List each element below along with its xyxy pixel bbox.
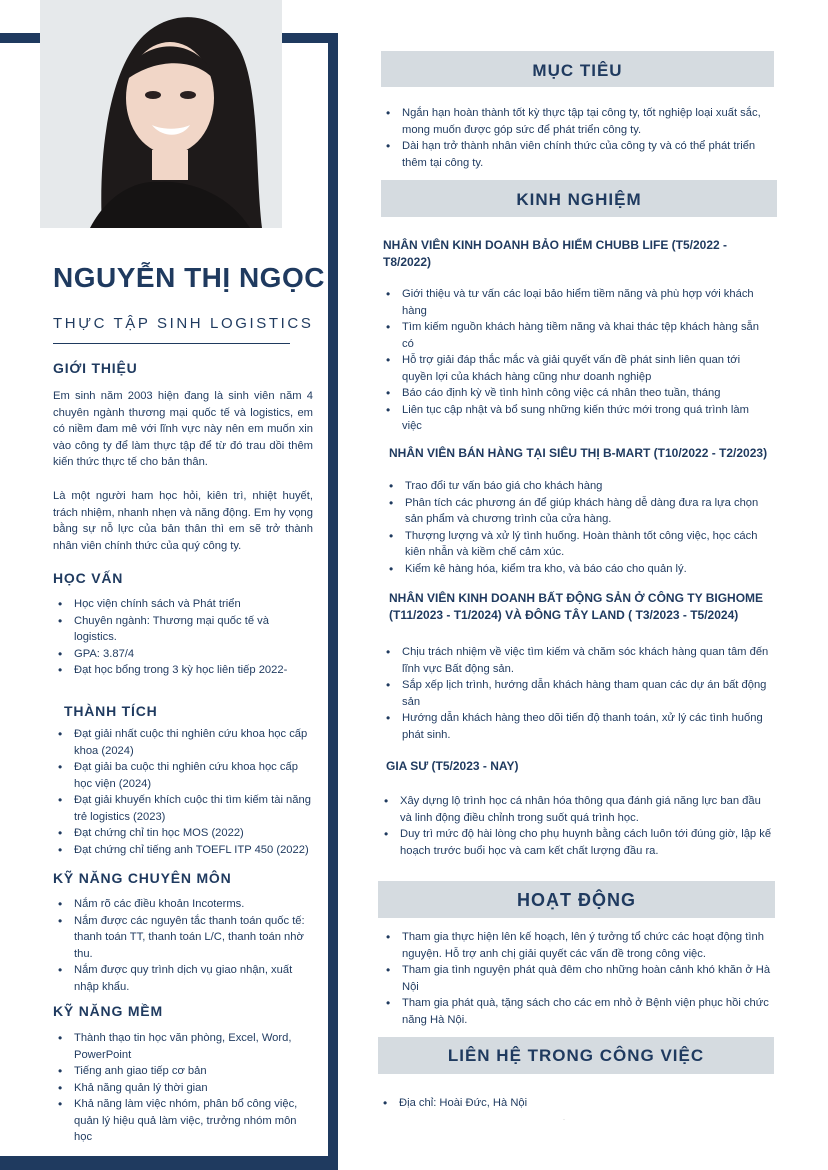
list-item: • Đạt giải ba cuộc thi nghiên cứu khoa học cấp học viện (2024) [53,759,317,792]
soft-skills-heading: KỸ NĂNG MỀM [53,1003,163,1019]
contact-list [378,1095,758,1112]
list-item: • Khả năng quản lý thời gian [53,1080,311,1097]
role-divider [53,343,290,344]
list-item: • Nắm được các nguyên tắc thanh toán quốc tế: thanh toán TT, thanh toán L/C, thanh toán nhờ thu. [53,913,311,963]
list-item: • Ngắn hạn hoàn thành tốt kỳ thực tập tại công ty, tốt nghiệp loại xuất sắc, mong muốn được góp sức để phát triển công ty. [381,105,773,138]
list-item: • GPA: 3.87/4 [53,646,311,663]
list-item: • Kiểm kê hàng hóa, kiểm tra kho, và báo cáo cho quản lý. [384,561,774,578]
activities-list [381,929,773,1028]
job-title: NHÂN VIÊN KINH DOANH BẢO HIỂM CHUBB LIFE (T5/2022 - T8/2022) [383,238,728,269]
job-role: THỰC TẬP SINH LOGISTICS [53,315,314,332]
frame-bottom-bar [0,1156,338,1170]
decorative-dot: · [563,1117,565,1123]
job-duties-list [381,286,771,435]
frame-right-bar [328,33,338,1170]
list-item: • Đạt chứng chỉ tin học MOS (2022) [53,825,317,842]
activities-heading: HOẠT ĐỘNG [378,881,775,918]
pro-skills-list [53,896,311,995]
list-item: • Học viện chính sách và Phát triển [53,596,311,613]
list-item: • Chịu trách nhiệm về việc tìm kiếm và chăm sóc khách hàng quan tâm đến lĩnh vực Bất động sản. [381,644,773,677]
list-item: • Đạt chứng chỉ tiếng anh TOEFL ITP 450 (2022) [53,842,317,859]
list-item: • Tiếng anh giao tiếp cơ bản [53,1063,311,1080]
job-title: NHÂN VIÊN BÁN HÀNG TẠI SIÊU THỊ B-MART (T10/2022 - T2/2023) [389,446,768,460]
list-item: • Đạt giải khuyến khích cuộc thi tìm kiếm tài năng trẻ logistics (2023) [53,792,317,825]
list-item: • Đạt giải nhất cuộc thi nghiên cứu khoa học cấp khoa (2024) [53,726,317,759]
list-item: • Trao đổi tư vấn báo giá cho khách hàng [384,478,774,495]
list-item: • Liên tục cập nhật và bổ sung những kiến thức mới trong quá trình làm việc [381,402,771,435]
list-item: • Tham gia tình nguyện phát quà đêm cho những hoàn cảnh khó khăn ở Hà Nội [381,962,773,995]
list-item: • Báo cáo định kỳ về tình hình công việc cá nhân theo tuần, tháng [381,385,771,402]
list-item: • Chuyên ngành: Thương mại quốc tế và logistics. [53,613,311,646]
achievements-heading: THÀNH TÍCH [64,703,158,719]
contact-heading: LIÊN HỆ TRONG CÔNG VIỆC [378,1037,774,1074]
pro-skills-heading: KỸ NĂNG CHUYÊN MÔN [53,870,232,886]
list-item: • Phân tích các phương án để giúp khách hàng dễ dàng đưa ra lựa chọn sản phẩm và chương trình của cửa hàng. [384,495,774,528]
list-item: • Duy trì mức độ hài lòng cho phụ huynh bằng cách luôn tới đúng giờ, lập kế hoạch trước buổi học và cam kết chất lượng đầu ra. [379,826,773,859]
job-title: NHÂN VIÊN KINH DOANH BẤT ĐỘNG SẢN Ở CÔNG TY BIGHOME (T11/2023 - T1/2024) VÀ ĐÔNG TÂY LAND ( T3/2023 - T5/2024) [389,591,764,622]
list-item: • Tham gia phát quà, tặng sách cho các em nhỏ ở Bệnh viện phục hồi chức năng Hà Nội. [381,995,773,1028]
objective-list [381,105,773,171]
list-item: • Xây dựng lộ trình học cá nhân hóa thông qua đánh giá năng lực ban đầu và linh động điều chỉnh trong suốt quá trình học. [379,793,773,826]
list-item: • Hướng dẫn khách hàng theo dõi tiến độ thanh toán, xử lý các tình huống phát sinh. [381,710,773,743]
list-item: • Thành thạo tin học văn phòng, Excel, Word, PowerPoint [53,1030,311,1063]
list-item: • Tham gia thực hiện lên kế hoạch, lên ý tưởng tổ chức các hoạt động tình nguyện. Hỗ trợ anh chị giải quyết các vấn đề trong công việc. [381,929,773,962]
full-name: NGUYỄN THỊ NGỌC [53,262,325,293]
education-heading: HỌC VẤN [53,570,124,586]
list-item: • Giới thiệu và tư vấn các loại bảo hiểm tiềm năng và phù hợp với khách hàng [381,286,771,319]
list-item: • Dài hạn trở thành nhân viên chính thức của công ty và có thể phát triển thêm tại công ty. [381,138,773,171]
objective-heading: MỤC TIÊU [381,51,774,87]
intro-heading: GIỚI THIỆU [53,360,138,376]
achievements-list [53,726,317,858]
list-item: • Sắp xếp lịch trình, hướng dẫn khách hàng tham quan các dự án bất động sản [381,677,773,710]
soft-skills-list [53,1030,311,1146]
job-duties-list [379,793,773,859]
list-item: • Hỗ trợ giải đáp thắc mắc và giải quyết vấn đề phát sinh liên quan tới quyền lợi của khách hàng cũng như doanh nghiệp [381,352,771,385]
intro-paragraph-2: Là một người ham học hỏi, kiên trì, nhiệt huyết, trách nhiệm, nhanh nhẹn và năng động. Em hy vọng bằng sự nỗ lực của bản thân thì em sẽ trở thành nhân viên chính thức của quý công ty. [53,490,313,552]
list-item: • Thượng lượng và xử lý tình huống. Hoàn thành tốt công việc, học cách kiên nhẫn và kiềm chế cảm xúc. [384,528,774,561]
job-duties-list [381,644,773,743]
job-title: GIA SƯ (T5/2023 - NAY) [386,759,519,773]
list-item: • Đạt học bổng trong 3 kỳ học liên tiếp 2022- [53,662,311,679]
profile-photo [40,0,282,228]
education-list [53,596,311,679]
list-item: • Khả năng làm việc nhóm, phân bổ công việc, quản lý hiệu quả làm việc, trưởng nhóm môn học [53,1096,311,1146]
list-item: • Tìm kiếm nguồn khách hàng tiềm năng và khai thác tệp khách hàng sẵn có [381,319,771,352]
job-duties-list [384,478,774,577]
list-item: • Nắm rõ các điều khoản Incoterms. [53,896,311,913]
list-item: • Địa chỉ: Hoài Đức, Hà Nội [378,1095,758,1112]
experience-heading: KINH NGHIỆM [381,180,777,217]
intro-paragraph-1: Em sinh năm 2003 hiện đang là sinh viên năm 4 chuyên ngành thương mại quốc tế và logistics, em có niềm đam mê với lĩnh vực này nên em muốn xin vào công ty để làm thực tập để từ đó trau dồi thêm kiến thức thực tế cho bản thân. [53,390,313,468]
list-item: • Nắm được quy trình dịch vụ giao nhận, xuất nhập khẩu. [53,962,311,995]
